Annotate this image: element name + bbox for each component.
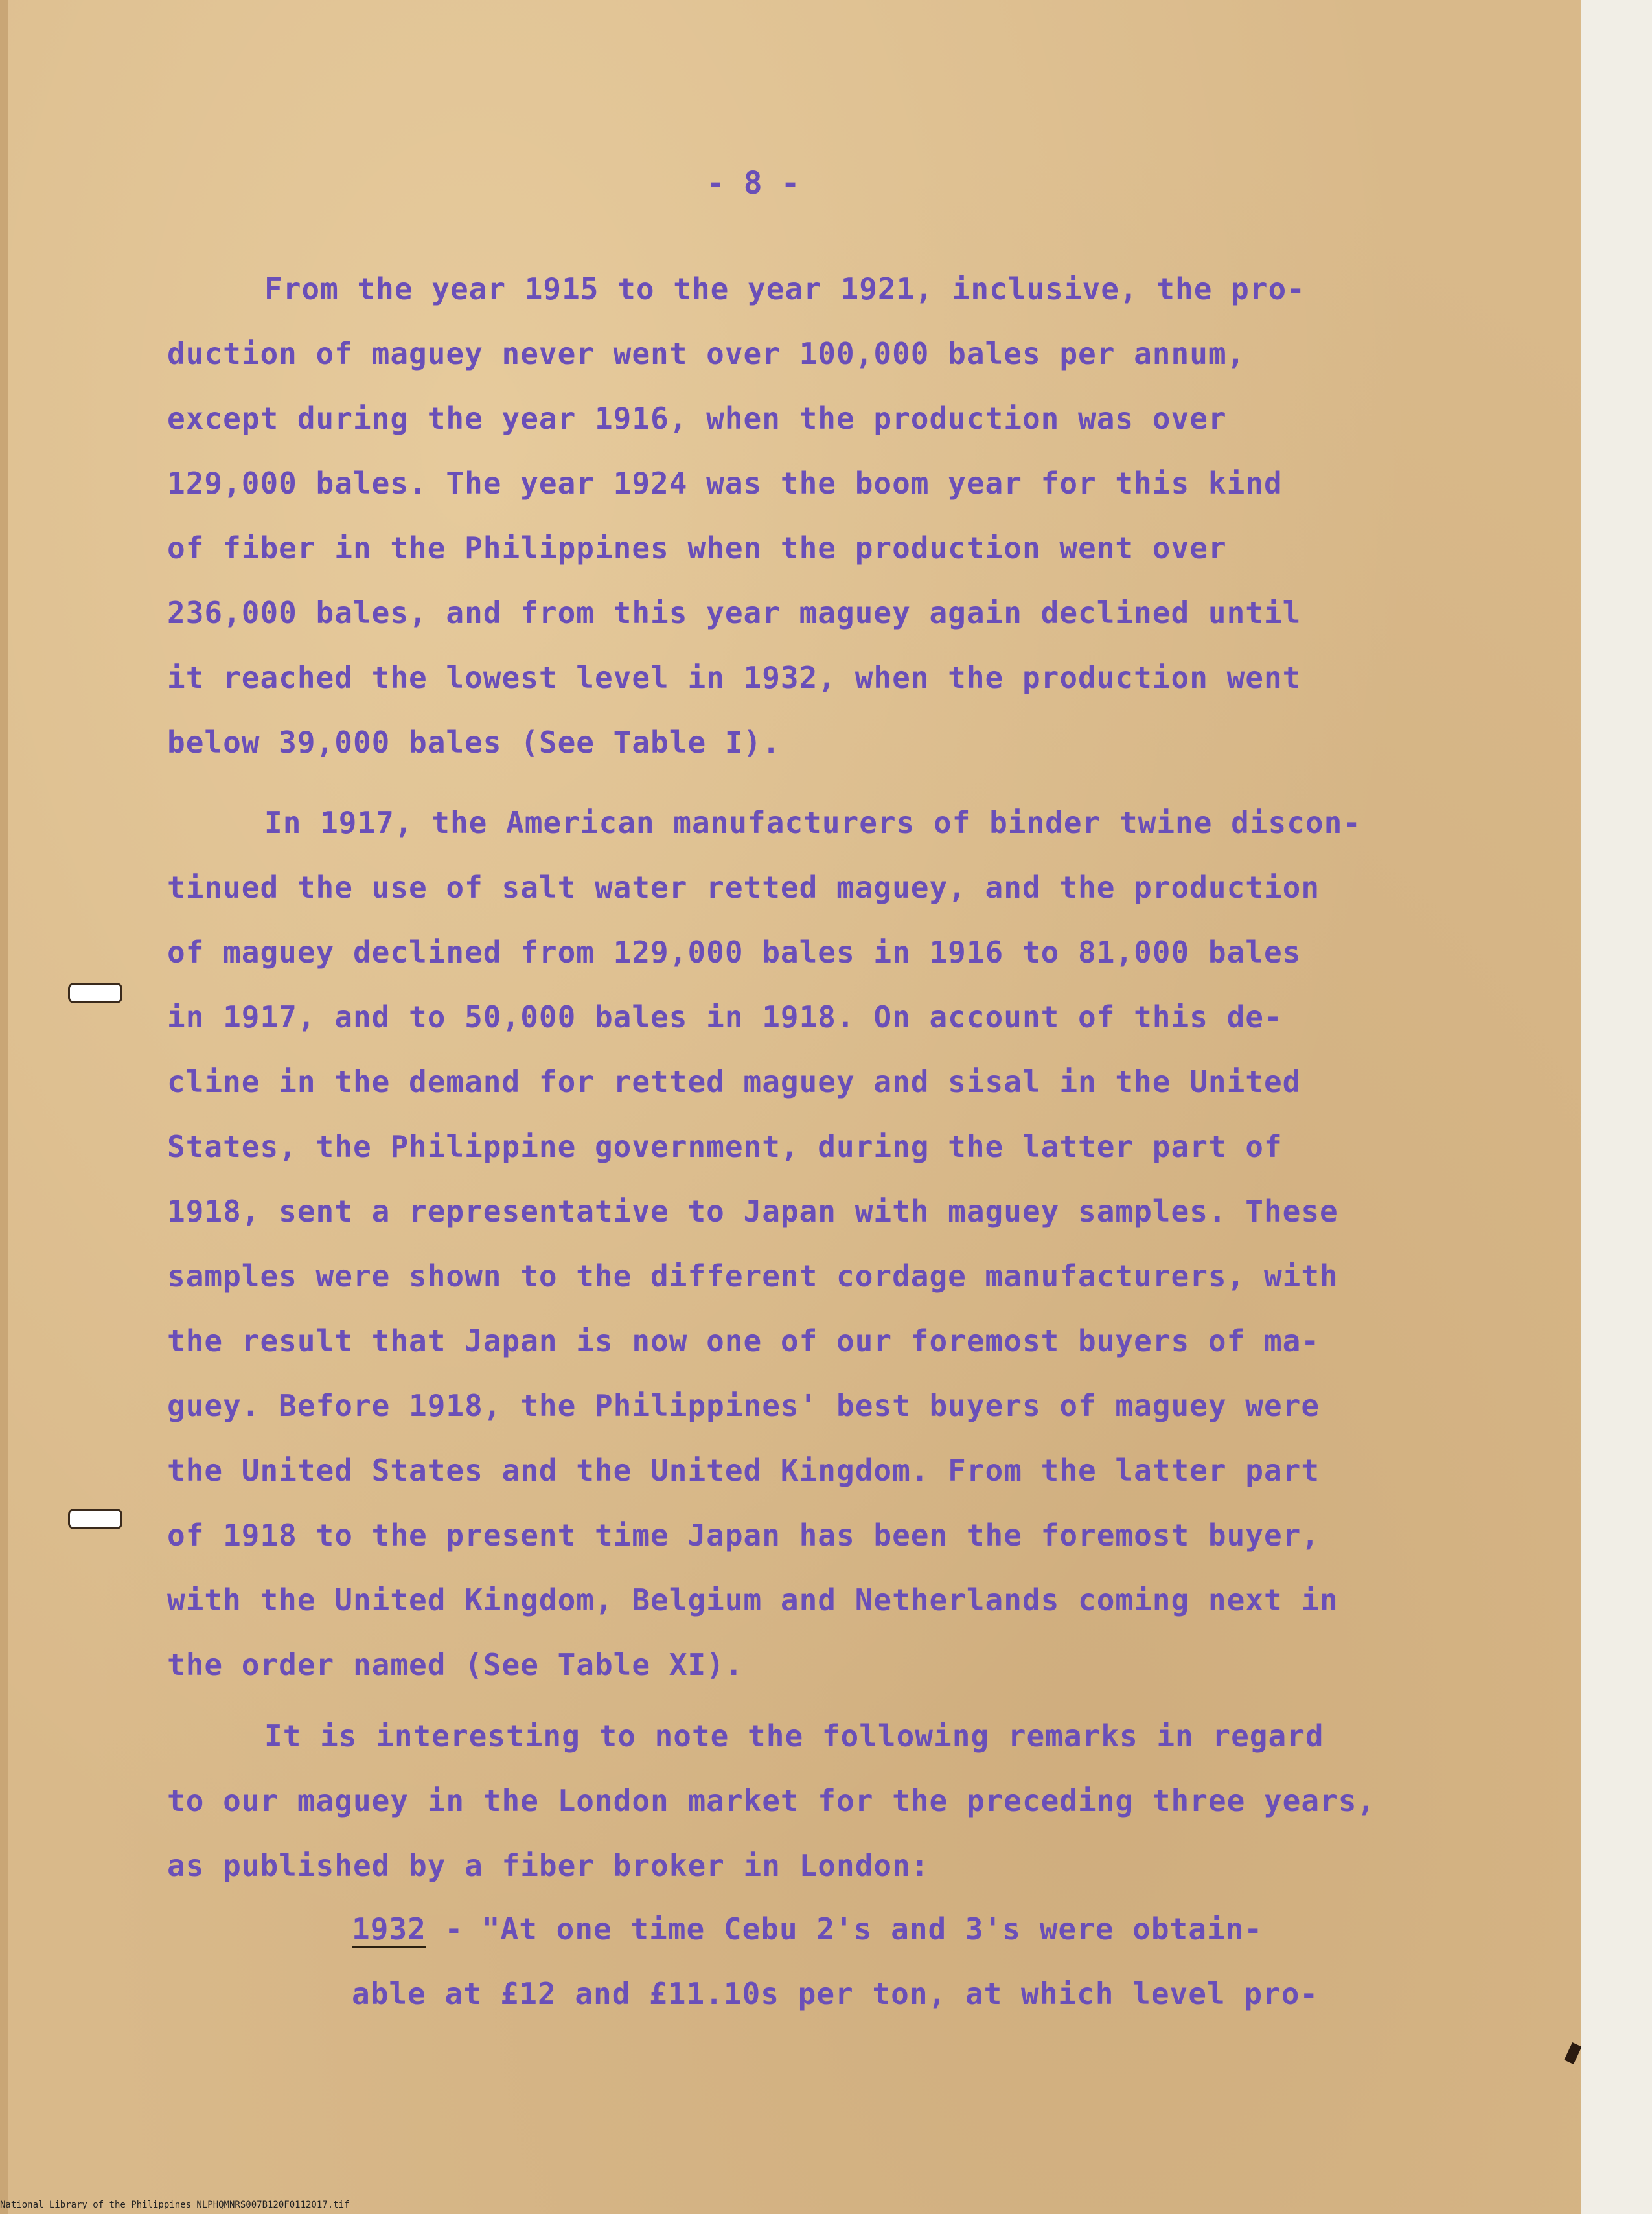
paragraph-3 bbox=[167, 1704, 1375, 1898]
page-edge bbox=[0, 0, 8, 2214]
text-line: of maguey declined from 129,000 bales in 1916 to 81,000 bales bbox=[167, 935, 1302, 970]
text-line: duction of maguey never went over 100,000 bales per annum, bbox=[167, 336, 1246, 371]
scan-margin bbox=[1581, 0, 1652, 2214]
paragraph-1 bbox=[167, 257, 1305, 775]
text-line: From the year 1915 to the year 1921, inclusive, the pro- bbox=[264, 271, 1305, 306]
text-line: except during the year 1916, when the production was over bbox=[167, 401, 1227, 436]
text-line: the order named (See Table XI). bbox=[167, 1647, 744, 1682]
quoted-remark bbox=[167, 1897, 1318, 2026]
quote-text: - "At one time Cebu 2's and 3's were obtain- bbox=[426, 1912, 1263, 1946]
text-line: In 1917, the American manufacturers of binder twine discon- bbox=[264, 805, 1361, 840]
text-line: below 39,000 bales (See Table I). bbox=[167, 725, 781, 760]
text-line: samples were shown to the different cordage manufacturers, with bbox=[167, 1259, 1338, 1294]
quote-line bbox=[167, 1897, 1318, 1961]
text-line: to our maguey in the London market for the preceding three years, bbox=[167, 1783, 1376, 1818]
text-line: in 1917, and to 50,000 bales in 1918. On account of this de- bbox=[167, 999, 1283, 1034]
text-line: the United States and the United Kingdom. From the latter part bbox=[167, 1453, 1320, 1488]
text-line: as published by a fiber broker in London: bbox=[167, 1848, 930, 1883]
text-line: cline in the demand for retted maguey and sisal in the United bbox=[167, 1064, 1302, 1099]
quote-line: able at £12 and £11.10s per ton, at which level pro- bbox=[352, 1976, 1319, 2011]
quote-year: 1932 bbox=[352, 1912, 426, 1948]
text-line: the result that Japan is now one of our foremost buyers of ma- bbox=[167, 1323, 1320, 1358]
text-line: 129,000 bales. The year 1924 was the boom year for this kind bbox=[167, 466, 1283, 501]
ink-mark bbox=[1564, 2042, 1581, 2064]
text-line: 236,000 bales, and from this year maguey again declined until bbox=[167, 595, 1302, 630]
text-line: tinued the use of salt water retted maguey, and the production bbox=[167, 870, 1320, 905]
text-line: States, the Philippine government, during the latter part of bbox=[167, 1129, 1283, 1164]
scan-footer: National Library of the Philippines NLPHQMNRS007B120F0112017.tif bbox=[0, 2200, 350, 2210]
text-line: with the United Kingdom, Belgium and Netherlands coming next in bbox=[167, 1582, 1338, 1617]
text-line: It is interesting to note the following remarks in regard bbox=[264, 1718, 1324, 1753]
paragraph-2 bbox=[167, 790, 1361, 1697]
punch-hole-top bbox=[70, 985, 120, 1001]
page-number: - 8 - bbox=[706, 165, 800, 201]
text-line: 1918, sent a representative to Japan with maguey samples. These bbox=[167, 1194, 1338, 1229]
punch-hole-bottom bbox=[70, 1511, 120, 1527]
text-line: of fiber in the Philippines when the production went over bbox=[167, 531, 1227, 565]
text-line: guey. Before 1918, the Philippines' best buyers of maguey were bbox=[167, 1388, 1320, 1423]
text-line: it reached the lowest level in 1932, when the production went bbox=[167, 660, 1302, 695]
text-line: of 1918 to the present time Japan has been the foremost buyer, bbox=[167, 1518, 1320, 1553]
